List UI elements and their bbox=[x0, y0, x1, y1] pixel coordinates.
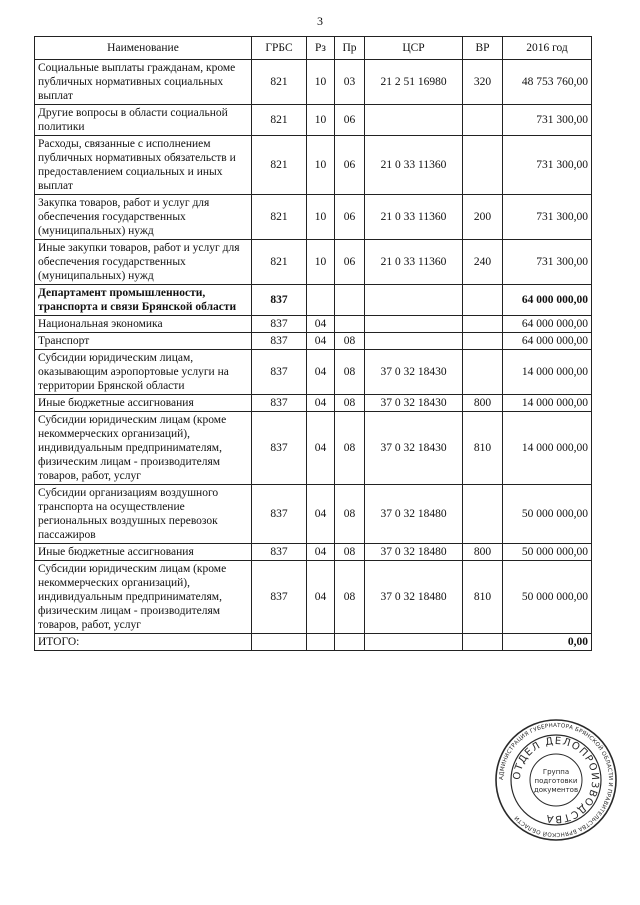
cell-name: Закупка товаров, работ и услуг для обеспечения государственных (муниципальных) нужд bbox=[35, 195, 252, 240]
cell-name: Другие вопросы в области социальной политики bbox=[35, 105, 252, 136]
cell-csr bbox=[365, 285, 463, 316]
cell-amount: 48 753 760,00 bbox=[503, 60, 592, 105]
table-row bbox=[35, 333, 592, 350]
cell-csr: 37 0 32 18480 bbox=[365, 485, 463, 544]
cell-grbs: 821 bbox=[252, 195, 307, 240]
cell-csr: 21 2 51 16980 bbox=[365, 60, 463, 105]
official-stamp bbox=[494, 718, 618, 842]
cell-name: Расходы, связанные с исполнением публичных нормативных обязательств и предоставлением социальных и иных выплат bbox=[35, 136, 252, 195]
table-row bbox=[35, 136, 592, 195]
cell-name: Субсидии юридическим лицам, оказывающим аэропортовые услуги на территории Брянской области bbox=[35, 350, 252, 395]
total-amount: 0,00 bbox=[503, 634, 592, 651]
stamp-center-line-1: Группа bbox=[542, 768, 570, 776]
cell-pr: 03 bbox=[335, 60, 365, 105]
cell-vr: 320 bbox=[463, 60, 503, 105]
cell-amount: 64 000 000,00 bbox=[503, 316, 592, 333]
cell-amount: 731 300,00 bbox=[503, 136, 592, 195]
cell-name: Субсидии юридическим лицам (кроме некоммерческих организаций), индивидуальным предпринимателям, физическим лицам - производителям товаров, работ, услуг bbox=[35, 561, 252, 634]
cell-vr bbox=[463, 316, 503, 333]
cell-pr: 06 bbox=[335, 195, 365, 240]
header-pr: Пр bbox=[335, 37, 365, 60]
stamp-center-line-3: документов bbox=[533, 786, 579, 794]
budget-table bbox=[34, 36, 592, 651]
cell-grbs: 821 bbox=[252, 240, 307, 285]
cell-amount: 731 300,00 bbox=[503, 195, 592, 240]
cell-vr: 800 bbox=[463, 544, 503, 561]
header-vr: ВР bbox=[463, 37, 503, 60]
cell-amount: 50 000 000,00 bbox=[503, 561, 592, 634]
table-row bbox=[35, 544, 592, 561]
cell-name: Национальная экономика bbox=[35, 316, 252, 333]
cell-rz: 04 bbox=[307, 395, 335, 412]
cell-rz bbox=[307, 285, 335, 316]
cell-grbs: 837 bbox=[252, 412, 307, 485]
header-grbs: ГРБС bbox=[252, 37, 307, 60]
cell-amount: 64 000 000,00 bbox=[503, 333, 592, 350]
table-row bbox=[35, 316, 592, 333]
cell-vr: 800 bbox=[463, 395, 503, 412]
cell-vr bbox=[463, 333, 503, 350]
cell-rz: 10 bbox=[307, 136, 335, 195]
cell-grbs: 837 bbox=[252, 350, 307, 395]
cell-vr bbox=[463, 285, 503, 316]
cell-name: Социальные выплаты гражданам, кроме публичных нормативных социальных выплат bbox=[35, 60, 252, 105]
cell-pr: 06 bbox=[335, 136, 365, 195]
cell-grbs: 837 bbox=[252, 544, 307, 561]
cell-name: Иные бюджетные ассигнования bbox=[35, 544, 252, 561]
cell-amount: 731 300,00 bbox=[503, 240, 592, 285]
page-number: 3 bbox=[317, 14, 323, 28]
stamp-ring-text: ОТДЕЛ ДЕЛОПРОИЗВОДСТВА bbox=[511, 735, 601, 825]
cell-rz: 10 bbox=[307, 195, 335, 240]
cell-csr: 37 0 32 18430 bbox=[365, 412, 463, 485]
cell-rz: 04 bbox=[307, 333, 335, 350]
cell-name: Иные бюджетные ассигнования bbox=[35, 395, 252, 412]
cell-vr: 810 bbox=[463, 412, 503, 485]
cell-rz: 10 bbox=[307, 105, 335, 136]
cell-name: Субсидии организациям воздушного транспорта на осуществление региональных воздушных перевозок пассажиров bbox=[35, 485, 252, 544]
cell-csr: 37 0 32 18480 bbox=[365, 561, 463, 634]
header-csr: ЦСР bbox=[365, 37, 463, 60]
cell-amount: 50 000 000,00 bbox=[503, 485, 592, 544]
cell-rz: 04 bbox=[307, 350, 335, 395]
header-year: 2016 год bbox=[503, 37, 592, 60]
table-row bbox=[35, 240, 592, 285]
total-row bbox=[35, 634, 592, 651]
stamp-outer-text: АДМИНИСТРАЦИЯ ГУБЕРНАТОРА БРЯНСКОЙ ОБЛАСТИ И ПРАВИТЕЛЬСТВА БРЯНСКОЙ ОБЛАСТИ bbox=[498, 722, 614, 838]
table-row bbox=[35, 285, 592, 316]
table-row bbox=[35, 195, 592, 240]
cell-csr bbox=[365, 316, 463, 333]
cell-pr: 08 bbox=[335, 544, 365, 561]
cell-pr: 08 bbox=[335, 485, 365, 544]
cell-name: Иные закупки товаров, работ и услуг для обеспечения государственных (муниципальных) нужд bbox=[35, 240, 252, 285]
cell-grbs: 821 bbox=[252, 136, 307, 195]
cell-csr: 37 0 32 18430 bbox=[365, 350, 463, 395]
cell-csr: 37 0 32 18430 bbox=[365, 395, 463, 412]
cell-pr: 06 bbox=[335, 240, 365, 285]
cell-pr bbox=[335, 316, 365, 333]
cell-rz: 04 bbox=[307, 485, 335, 544]
table-row bbox=[35, 105, 592, 136]
cell-pr: 08 bbox=[335, 561, 365, 634]
cell-pr: 08 bbox=[335, 333, 365, 350]
cell-amount: 50 000 000,00 bbox=[503, 544, 592, 561]
cell-amount: 14 000 000,00 bbox=[503, 412, 592, 485]
table-row bbox=[35, 60, 592, 105]
cell-amount: 14 000 000,00 bbox=[503, 395, 592, 412]
table-row bbox=[35, 412, 592, 485]
cell-grbs: 837 bbox=[252, 395, 307, 412]
cell-grbs: 837 bbox=[252, 561, 307, 634]
cell-name: Департамент промышленности, транспорта и связи Брянской области bbox=[35, 285, 252, 316]
cell-rz: 04 bbox=[307, 412, 335, 485]
cell-grbs: 837 bbox=[252, 285, 307, 316]
stamp-center-line-2: подготовки bbox=[534, 777, 578, 785]
total-label: ИТОГО: bbox=[35, 634, 252, 651]
cell-vr bbox=[463, 485, 503, 544]
cell-csr: 21 0 33 11360 bbox=[365, 240, 463, 285]
table-row bbox=[35, 350, 592, 395]
cell-amount: 64 000 000,00 bbox=[503, 285, 592, 316]
cell-pr bbox=[335, 285, 365, 316]
cell-pr: 08 bbox=[335, 395, 365, 412]
cell-csr bbox=[365, 105, 463, 136]
cell-rz: 04 bbox=[307, 316, 335, 333]
cell-rz: 04 bbox=[307, 561, 335, 634]
cell-vr bbox=[463, 105, 503, 136]
cell-vr: 240 bbox=[463, 240, 503, 285]
cell-amount: 14 000 000,00 bbox=[503, 350, 592, 395]
cell-name: Транспорт bbox=[35, 333, 252, 350]
cell-vr bbox=[463, 136, 503, 195]
cell-pr: 08 bbox=[335, 350, 365, 395]
cell-pr: 06 bbox=[335, 105, 365, 136]
header-name: Наименование bbox=[35, 37, 252, 60]
cell-vr: 200 bbox=[463, 195, 503, 240]
cell-csr: 37 0 32 18480 bbox=[365, 544, 463, 561]
cell-pr: 08 bbox=[335, 412, 365, 485]
cell-name: Субсидии юридическим лицам (кроме некоммерческих организаций), индивидуальным предпринимателям, физическим лицам - производителям товаров, работ, услуг bbox=[35, 412, 252, 485]
table-row bbox=[35, 395, 592, 412]
cell-rz: 10 bbox=[307, 240, 335, 285]
cell-vr: 810 bbox=[463, 561, 503, 634]
cell-csr: 21 0 33 11360 bbox=[365, 136, 463, 195]
cell-grbs: 821 bbox=[252, 60, 307, 105]
cell-grbs: 837 bbox=[252, 485, 307, 544]
cell-rz: 10 bbox=[307, 60, 335, 105]
cell-amount: 731 300,00 bbox=[503, 105, 592, 136]
table-header-row bbox=[35, 37, 592, 60]
cell-vr bbox=[463, 350, 503, 395]
cell-grbs: 837 bbox=[252, 316, 307, 333]
cell-grbs: 837 bbox=[252, 333, 307, 350]
table-row bbox=[35, 561, 592, 634]
cell-grbs: 821 bbox=[252, 105, 307, 136]
cell-csr bbox=[365, 333, 463, 350]
cell-csr: 21 0 33 11360 bbox=[365, 195, 463, 240]
header-rz: Рз bbox=[307, 37, 335, 60]
table-row bbox=[35, 485, 592, 544]
cell-rz: 04 bbox=[307, 544, 335, 561]
